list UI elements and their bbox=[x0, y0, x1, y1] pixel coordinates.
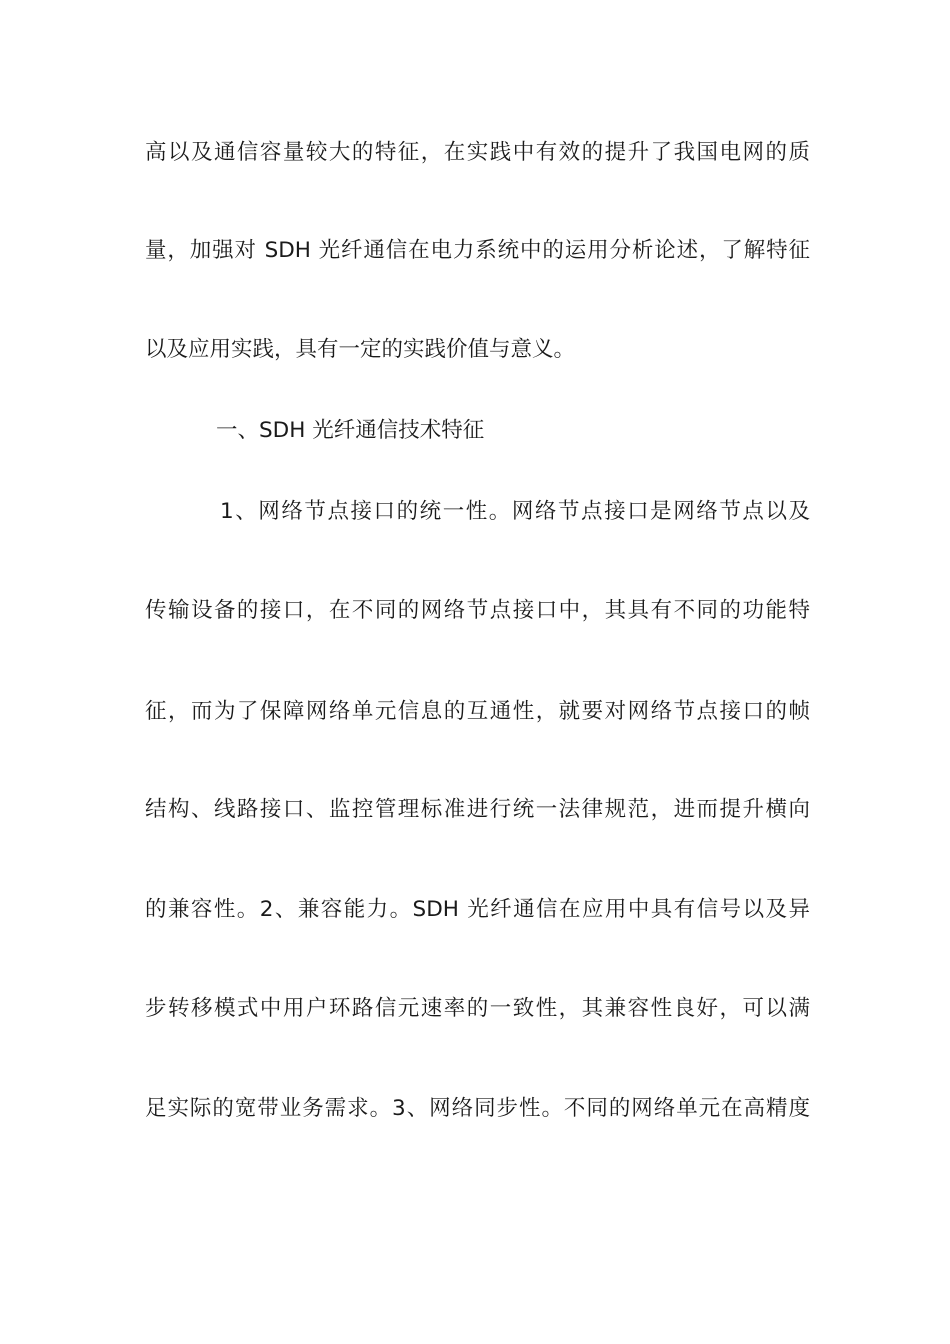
paragraph-line: 足实际的宽带业务需求。3、网络同步性。不同的网络单元在高精度 bbox=[145, 1096, 810, 1121]
paragraph-line: 步转移模式中用户环路信元速率的一致性，其兼容性良好，可以满 bbox=[145, 996, 810, 1021]
paragraph-line: 的兼容性。2、兼容能力。SDH 光纤通信在应用中具有信号以及异 bbox=[145, 897, 810, 922]
paragraph-line: 量，加强对 SDH 光纤通信在电力系统中的运用分析论述，了解特征 bbox=[145, 238, 810, 263]
paragraph-line: 结构、线路接口、监控管理标准进行统一法律规范，进而提升横向 bbox=[145, 797, 810, 822]
paragraph-line: 征，而为了保障网络单元信息的互通性，就要对网络节点接口的帧 bbox=[145, 699, 810, 724]
paragraph-line: 以及应用实践，具有一定的实践价值与意义。 bbox=[145, 337, 576, 362]
paragraph-line: 传输设备的接口，在不同的网络节点接口中，其具有不同的功能特 bbox=[145, 598, 810, 623]
section-heading: 一、SDH 光纤通信技术特征 bbox=[216, 418, 485, 443]
paragraph-line: 1、网络节点接口的统一性。网络节点接口是网络节点以及 bbox=[220, 499, 810, 524]
paragraph-line: 高以及通信容量较大的特征，在实践中有效的提升了我国电网的质 bbox=[145, 140, 810, 165]
